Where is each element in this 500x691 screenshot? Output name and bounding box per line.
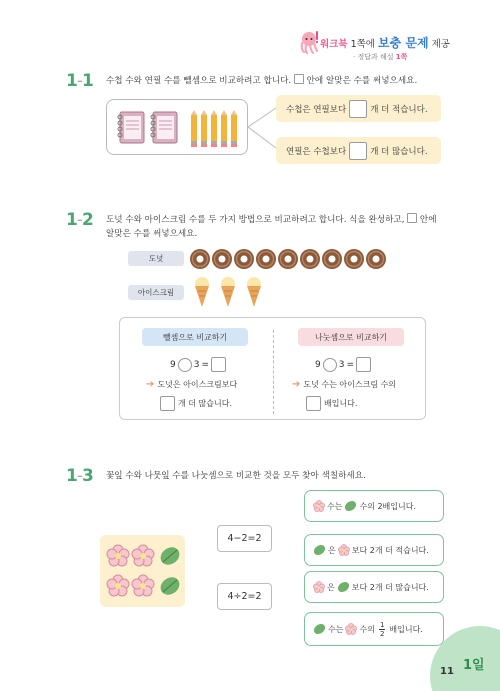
problem-text-1-2 [106,213,456,241]
subtraction-heading: 뺄셈으로 비교하기 [142,328,248,346]
donut-icon [300,249,320,269]
donut-icon [344,249,364,269]
flower-icon [345,623,357,635]
flower-icon [132,575,154,596]
note-prefix: · 정답과 해설 [353,53,394,61]
donut-icon [322,249,342,269]
problem-sub: 1 [81,71,93,91]
donut-icon [212,249,232,269]
division-sentence-2 [306,396,357,411]
donut-row [189,246,394,272]
expression-division[interactable]: 4÷2=2 [217,583,272,610]
result-box[interactable] [211,357,226,372]
answer-text-end: 개 더 적습니다. [370,104,428,115]
option-text-end: 보다 2개 더 적습니다. [351,545,429,555]
option-text: 수의 [359,624,375,634]
answer-input-box[interactable] [306,396,321,411]
fraction-one-half [379,621,385,638]
label-icecream: 아이스크림 [128,285,184,300]
leaf-icon [313,544,326,556]
icecream-icon [247,277,261,307]
option-1[interactable] [304,490,444,522]
numerator: 1 [379,620,385,629]
number-three: 3 [338,359,345,370]
label-donut: 도넛 [128,251,184,266]
result-box[interactable] [356,357,371,372]
problem-text-1-1 [106,74,417,88]
sentence-text: 개 더 많습니다. [178,399,232,408]
answer-box-1 [276,95,441,122]
problem-number-1-3: 1-3 [66,466,93,486]
problem-sub: 2 [81,210,93,230]
divider [273,330,274,414]
flower-icon [107,575,129,596]
day-label: 1일 [463,658,485,673]
bojung-label: 보충 문제 [378,36,429,50]
leaf-icon [344,500,357,512]
option-2[interactable] [304,534,444,566]
donut-icon [366,249,386,269]
answer-text-end: 개 더 많습니다. [370,146,428,157]
octopus-icon [298,30,320,54]
flower-icon [313,581,325,593]
answer-text: 연필은 수첩보다 [286,146,347,157]
leaf-icon [313,623,326,635]
sentence-text: 도넛은 아이스크림보다 [157,380,238,389]
provide-label: 제공 [431,39,450,50]
subtraction-sentence-1 [146,379,237,390]
pencil-icons [191,110,237,147]
leaf-icon [337,581,350,593]
donut-icon [234,249,254,269]
subtraction-sentence-2 [160,396,232,411]
number-nine: 9 [170,359,176,370]
instruction-text-end: 안에 [419,215,437,225]
number-nine: 9 [315,359,321,370]
page-number: 11 [440,666,454,677]
problem-num: 1 [66,71,77,91]
notebook-icon [118,112,144,143]
problem-num: 1 [66,466,77,486]
page-ref: 1쪽에 [350,39,375,50]
answer-box-2 [276,137,441,164]
option-text: 수는 [327,501,343,511]
flower-icon [338,544,350,556]
flower-icon [313,500,325,512]
instruction-text-line2: 알맞은 수를 써넣으세요. [106,229,198,239]
icecream-icon [195,277,209,307]
notebooks-pencils-picture [106,99,248,155]
arrow-icon: ➔ [146,379,155,390]
comparison-box [119,317,426,420]
problem-number-1-1: 1-1 [66,71,93,91]
icecream-row [192,275,272,309]
answer-input-box[interactable] [160,396,175,411]
problem-text-1-3: 꽃잎 수와 나뭇잎 수를 나눗셈으로 비교한 것을 모두 찾아 색칠하세요. [106,471,366,481]
instruction-text-end: 안에 알맞은 수를 써넣으세요. [306,76,418,86]
blank-box-icon [294,74,304,84]
branch-lines [248,100,278,156]
problem-sub: 3 [81,466,93,486]
leaf-icon [157,574,183,599]
division-sentence-1 [292,379,396,390]
instruction-text: 도넛 수와 아이스크림 수를 두 가지 방법으로 비교하려고 합니다. 식을 완성하고, [106,215,405,225]
workbook-label: 워크북 [320,39,348,50]
division-equation [315,357,371,372]
sentence-text: 도넛 수는 아이스크림 수의 [303,380,397,389]
option-text: 수는 [328,624,344,634]
header [298,30,458,66]
option-3[interactable] [304,571,444,603]
problem-number-1-2: 1-2 [66,210,93,230]
flowers-leaves-picture [100,535,185,607]
flower-icon [132,545,154,566]
option-text-end: 보다 2개 더 많습니다. [351,582,429,592]
answer-note [353,52,407,62]
sentence-text: 배입니다. [324,399,358,408]
notebook-icon [151,112,177,143]
subtraction-equation [170,357,226,372]
note-page: 1쪽 [395,53,408,61]
option-text-end: 수의 2배입니다. [359,501,417,511]
flower-icon [107,545,129,566]
denominator: 2 [379,629,385,638]
leaf-icon [157,544,183,569]
icecream-icon [221,277,235,307]
donut-icon [190,249,210,269]
division-heading: 나눗셈으로 비교하기 [298,328,404,346]
flower-leaf-illustration [100,535,185,607]
equals-sign: = [346,359,355,370]
option-4[interactable] [304,612,444,646]
expression-subtraction[interactable]: 4−2=2 [217,525,272,552]
blank-box-icon [407,213,417,223]
donut-icon [278,249,298,269]
answer-input-box[interactable] [349,100,367,118]
instruction-text: 수첩 수와 연필 수를 뺄셈으로 비교하려고 합니다. [106,76,292,86]
operator-circle[interactable] [178,358,192,372]
arrow-icon: ➔ [292,379,301,390]
notebook-pencil-illustration [107,100,249,156]
equals-sign: = [201,359,210,370]
option-text-end: 배입니다. [389,624,423,634]
header-title [320,34,450,51]
answer-input-box[interactable] [349,142,367,160]
option-text: 은 [327,582,335,592]
answer-text: 수첩은 연필보다 [286,104,347,115]
option-text: 은 [328,545,336,555]
donut-icon [256,249,276,269]
number-three: 3 [193,359,200,370]
problem-num: 1 [66,210,77,230]
operator-circle[interactable] [323,358,337,372]
